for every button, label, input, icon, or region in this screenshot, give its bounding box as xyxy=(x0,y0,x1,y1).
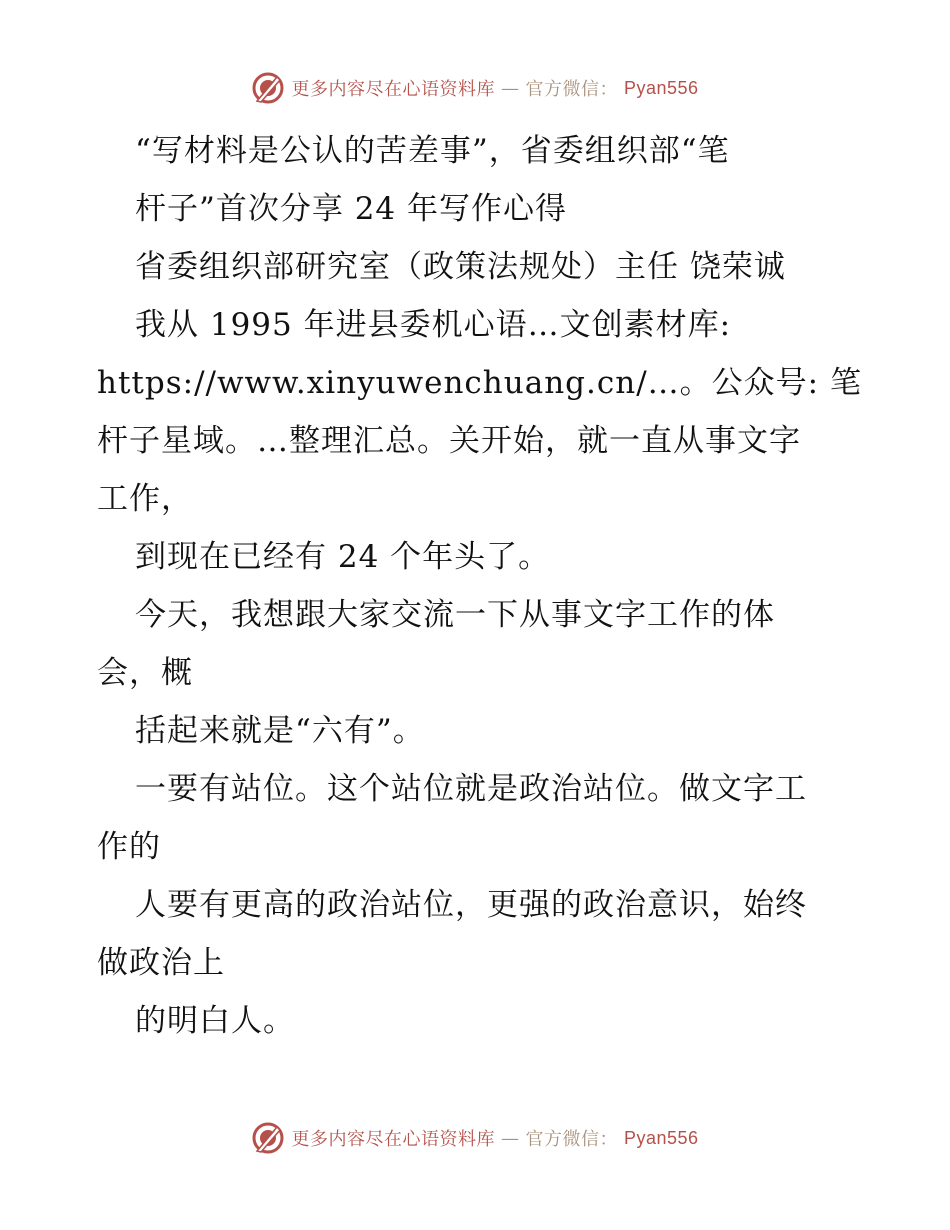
text-line: 杆子”首次分享 24 年写作心得 xyxy=(135,191,568,227)
banner-brand-text: 更多内容尽在心语资料库 xyxy=(291,1129,495,1150)
banner-wechat-id: Pyan556 xyxy=(623,1127,699,1148)
text-line: 到现在已经有 24 个年头了。 xyxy=(135,539,551,575)
text-line: 作的 xyxy=(97,829,161,865)
text-line: 人要有更高的政治站位，更强的政治意识，始终 xyxy=(135,887,807,923)
document-body xyxy=(97,122,862,1050)
quill-logo-icon xyxy=(251,71,285,105)
text-line: 一要有站位。这个站位就是政治站位。做文字工 xyxy=(135,771,807,807)
text-line: 工作， xyxy=(97,481,193,517)
footer-banner xyxy=(0,1118,950,1158)
banner-wechat-id: Pyan556 xyxy=(623,77,699,98)
text-line: 我从 1995 年进县委机心语…文创素材库: xyxy=(135,307,732,343)
text-line: 省委组织部研究室（政策法规处）主任 饶荣诚 xyxy=(135,249,786,285)
text-line: 做政治上 xyxy=(97,945,225,981)
text-line: 的明白人。 xyxy=(135,1003,295,1039)
banner-wechat-label: 官方微信： xyxy=(525,79,618,100)
banner-separator: — xyxy=(500,1127,520,1149)
text-line: https://www.xinyuwenchuang.cn/…。公众号: 笔 xyxy=(97,365,862,401)
banner-brand-text: 更多内容尽在心语资料库 xyxy=(291,79,495,100)
text-line: 括起来就是“六有”。 xyxy=(135,713,425,749)
text-line: 会，概 xyxy=(97,655,193,691)
text-line: “写材料是公认的苦差事”，省委组织部“笔 xyxy=(135,133,730,169)
text-line: 今天，我想跟大家交流一下从事文字工作的体 xyxy=(135,597,775,633)
banner-separator: — xyxy=(500,77,520,99)
header-banner xyxy=(0,68,950,108)
text-line: 杆子星域。…整理汇总。关开始，就一直从事文字 xyxy=(97,423,801,459)
quill-logo-icon xyxy=(251,1121,285,1155)
banner-wechat-label: 官方微信： xyxy=(525,1129,618,1150)
